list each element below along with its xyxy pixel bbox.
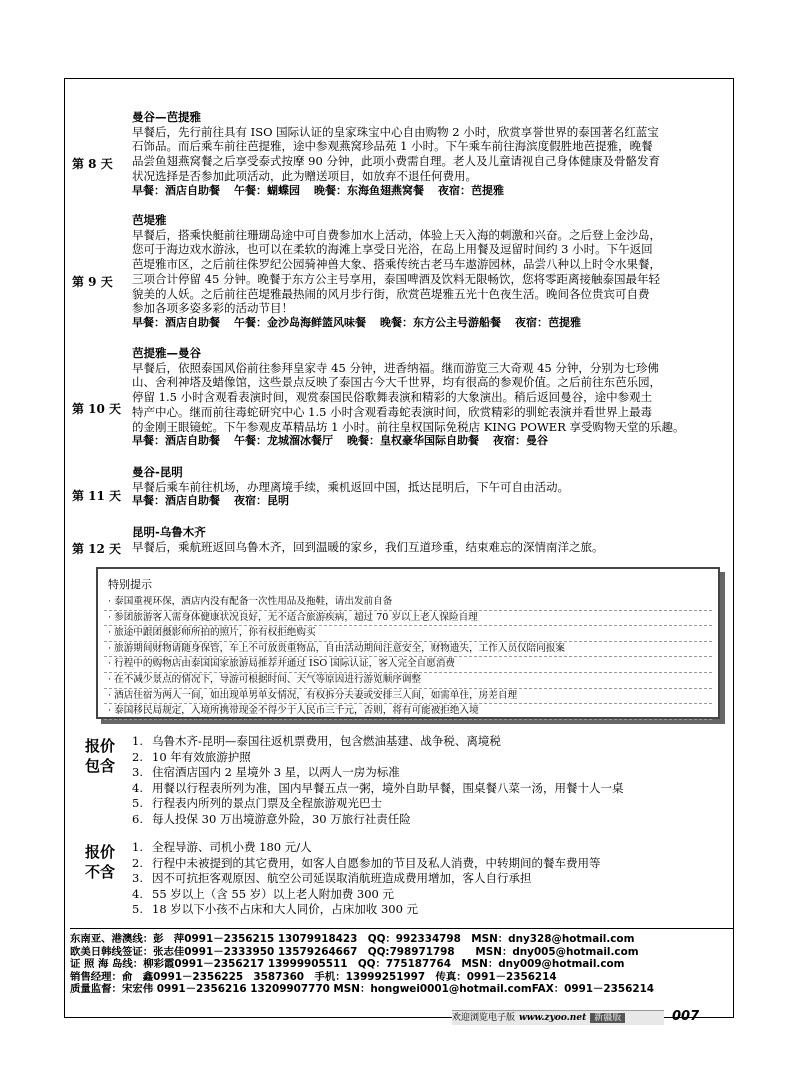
day-line: 参加各项多姿多彩的活动节目！ bbox=[132, 301, 293, 316]
day-line: 您可于海边戏水游泳，也可以在柔软的海滩上享受日光浴，在岛上用餐及逗留时间约 3 小时。下午返回 bbox=[132, 242, 653, 257]
included-item: 4. 用餐以行程表所列为准，国内早餐五点一粥，境外自助早餐，围桌餐八菜一汤，用餐十人一桌 bbox=[132, 780, 624, 795]
day-line: 品尝鱼翅燕窝餐之后享受泰式按摩 90 分钟，此项小费需自理。老人及儿童请视自己身体健康及骨骼发育 bbox=[132, 154, 660, 169]
meal-breakfast: 早餐：酒店自助餐 bbox=[132, 183, 220, 197]
day-label: 第 12 天 bbox=[72, 542, 122, 556]
meal-stay: 夜宿：曼谷 bbox=[493, 434, 548, 448]
day-body bbox=[132, 110, 730, 198]
included-item: 1. 乌鲁木齐-昆明—泰国往返机票费用，包含燃油基建、战争税、离境税 bbox=[132, 734, 501, 748]
notice-item: · 泰国移民局规定，入境所携带现金不得少于人民币三千元，否则，将有可能被拒绝入境 bbox=[104, 704, 712, 720]
day-title: 芭堤雅 bbox=[132, 213, 167, 227]
excluded-heading-line2: 不含 bbox=[84, 863, 115, 881]
day-line: 早餐后，搭乘快艇前往珊瑚岛途中可自费参加水上活动，体验上天入海的刺激和兴奋。之后登上金沙岛， bbox=[132, 227, 661, 242]
meal-lunch: 午餐：蝴蝶园 bbox=[234, 183, 300, 197]
day-title: 曼谷-昆明 bbox=[132, 465, 183, 479]
day-line: 早餐后，先行前往具有 ISO 国际认证的皇家珠宝中心自由购物 2 小时，欣赏享誉世界的泰国著名红蓝宝 bbox=[132, 124, 659, 139]
notice-item: · 参团旅游客人需身体健康状况良好，无不适合旅游疾病，超过 70 岁以上老人保险自理 bbox=[104, 611, 712, 627]
footer-site-link[interactable]: www.zyoo.net bbox=[519, 1013, 587, 1023]
day-meals bbox=[132, 434, 730, 449]
contact-line-sales-manager: 销售经理：俞 鑫0991－2356225 3587360 手机：13999251997 传真：0991－2356214 bbox=[70, 970, 557, 983]
excluded-heading bbox=[80, 842, 120, 882]
notice-item: · 酒店住宿为两人一间，如出现单男单女情况，有权拆分夫妻或安排三人间，如需单住，房差自理 bbox=[104, 689, 712, 705]
included-item: 6. 每人投保 30 万出境游意外险，30 万旅行社责任险 bbox=[132, 811, 411, 826]
meal-breakfast: 早餐：酒店自助餐 bbox=[132, 315, 220, 329]
day-body bbox=[132, 525, 730, 554]
excluded-item: 5. 18 岁以下小孩不占床和大人同价，占床加收 300 元 bbox=[132, 902, 419, 916]
footer-edition-tag: 新疆版 bbox=[590, 1013, 625, 1023]
notice-item: · 在不减少景点的情况下，导游可根据时间、天气等原因进行游览顺序调整 bbox=[104, 673, 712, 689]
day-body bbox=[132, 465, 730, 509]
contact-line-islands: 证 照 海 岛线：柳彩霞0991－2356217 13999905511 QQ：775187764 MSN：dny009@hotmail.com bbox=[70, 958, 625, 971]
day-body bbox=[132, 346, 730, 449]
price-included-section bbox=[80, 734, 720, 830]
meal-stay: 夜宿：芭提雅 bbox=[438, 183, 504, 197]
included-heading-line2: 包含 bbox=[84, 757, 115, 775]
notice-list bbox=[98, 595, 718, 720]
meal-dinner: 晚餐：东海鱼翅燕窝餐 bbox=[314, 183, 424, 197]
day-line: 早餐后，乘航班返回乌鲁木齐，回到温暖的家乡，我们互道珍重，结束难忘的深情南洋之旅。 bbox=[132, 539, 604, 554]
day-meals bbox=[132, 184, 730, 199]
notice-item: · 行程中的购物店由泰国国家旅游局推荐并通过 ISO 国际认证，客人完全自愿消费 bbox=[104, 657, 712, 673]
included-item: 2. 10 年有效旅游护照 bbox=[132, 749, 251, 764]
day-label: 第 11 天 bbox=[72, 489, 122, 503]
day-line: 停留 1.5 小时含观看表演时间，观赏泰国民俗歌舞表演和精彩的大象演出。稍后返回曼谷，途中参观土 bbox=[132, 390, 653, 405]
footer-bar bbox=[452, 1010, 664, 1025]
day-line: 状况选择是否参加此项活动，此为赠送项目，如放弃不退任何费用。 bbox=[132, 168, 477, 183]
included-item: 3. 住宿酒店国内 2 星境外 3 星，以两人一房为标准 bbox=[132, 765, 400, 779]
notice-heading: 特别提示 bbox=[108, 578, 152, 591]
notice-item: · 旅途中跟团摄影师所拍的照片，你有权拒绝购买 bbox=[104, 626, 712, 642]
day-meals bbox=[132, 494, 730, 509]
excluded-heading-line1: 报价 bbox=[84, 843, 115, 861]
day-line: 三项合计停留 45 分钟。晚餐于东方公主号享用，泰国啤酒及饮料无限畅饮，您将零距离接触泰国最年轻 bbox=[132, 271, 660, 286]
meal-breakfast: 早餐：酒店自助餐 bbox=[132, 434, 220, 448]
excluded-item: 2. 行程中未被提到的其它费用，如客人自愿参加的节目及私人消费，中转期间的餐车费用等 bbox=[132, 855, 601, 870]
day-line: 早餐后，依照泰国风俗前往参拜皇家寺 45 分钟，进香纳福。继而游览三大奇观 45 分钟，分别为七珍佛 bbox=[132, 360, 659, 375]
included-heading bbox=[80, 736, 120, 776]
meal-dinner: 晚餐：东方公主号游船餐 bbox=[380, 315, 501, 329]
excluded-item: 4. 55 岁以上（含 55 岁）以上老人附加费 300 元 bbox=[132, 886, 394, 901]
day-line: 早餐后乘车前往机场，办理离境手续，乘机返回中国，抵达昆明后，下午可自由活动。 bbox=[132, 479, 569, 494]
meal-breakfast: 早餐：酒店自助餐 bbox=[132, 494, 220, 508]
meal-lunch: 午餐：龙城溜冰餐厅 bbox=[234, 434, 333, 448]
day-title: 昆明-乌鲁木齐 bbox=[132, 525, 206, 539]
day-line: 山、舍利神塔及蜡像馆，这些景点反映了泰国古今大千世界，均有很高的参观价值。之后前往东芭乐园， bbox=[132, 375, 661, 390]
contact-info bbox=[70, 928, 734, 996]
excluded-list bbox=[132, 840, 601, 918]
contact-line-euro-visa: 欧美日韩线签证：张志佳0991－2333950 13579264667 QQ:798971798 MSN：dny005@hotmail.com bbox=[70, 945, 639, 958]
day-title: 曼谷—芭提雅 bbox=[132, 110, 201, 124]
day-title: 芭提雅—曼谷 bbox=[132, 346, 201, 360]
notice-item: · 旅游期间财物请随身保管，车上不可放贵重物品，自由活动期间注意安全，财物遗失，工作人员仅陪同报案 bbox=[104, 642, 712, 658]
special-notice-box bbox=[96, 567, 720, 719]
included-list bbox=[132, 734, 624, 827]
day-line: 的金刚王眼镜蛇。下午参观皮革精品坊 1 小时。前往皇权国际免税店 KING POWER 享受购物天堂的乐趣。 bbox=[132, 419, 685, 434]
footer-welcome: 欢迎浏览电子版 bbox=[452, 1013, 516, 1023]
excluded-item: 3. 因不可抗拒客观原因、航空公司延误取消航班造成费用增加，客人自行承担 bbox=[132, 871, 532, 885]
day-label: 第 10 天 bbox=[72, 402, 122, 416]
included-heading-line1: 报价 bbox=[84, 737, 115, 755]
day-meals bbox=[132, 316, 730, 331]
day-line: 貌美的人妖。之后前往芭堤雅最热闹的风月步行街，欣赏芭堤雅五光十色夜生活。晚间各位贵宾可自费 bbox=[132, 286, 650, 301]
day-line: 芭堤雅市区，之后前往侏罗纪公园骑神兽大象、搭乘传统古老马车遨游园林，品尝八种以上时令水果餐， bbox=[132, 257, 661, 272]
day-body bbox=[132, 213, 730, 331]
meal-dinner: 晚餐：皇权豪华国际自助餐 bbox=[347, 434, 479, 448]
meal-stay: 夜宿：芭提雅 bbox=[515, 315, 581, 329]
meal-stay: 夜宿：昆明 bbox=[234, 494, 289, 508]
meal-lunch: 午餐：金沙岛海鲜篮风味餐 bbox=[234, 315, 366, 329]
excluded-item: 1. 全程导游、司机小费 180 元/人 bbox=[132, 840, 312, 854]
price-excluded-section bbox=[80, 840, 720, 922]
day-label: 第 8 天 bbox=[72, 157, 113, 171]
day-line: 石饰品。而后乘车前往芭提雅，途中参观燕窝珍品苑 1 小时。下午乘车前往海滨度假胜地芭提雅，晚餐 bbox=[132, 139, 653, 154]
contact-line-quality: 质量监督：宋宏伟 0991－2356216 13209907770 MSN：hongwei0001@hotmail.comFAX：0991－2356214 bbox=[70, 983, 655, 996]
included-item: 5. 行程表内所列的景点门票及全程旅游观光巴士 bbox=[132, 796, 382, 810]
day-label: 第 9 天 bbox=[72, 275, 113, 289]
notice-item: · 泰国重视环保，酒店内没有配备一次性用品及拖鞋，请出发前自备 bbox=[104, 595, 712, 611]
contact-line-southeast-asia: 东南亚、港澳线：彭 萍0991－2356215 13079918423 QQ：992334798 MSN：dny328@hotmail.com bbox=[70, 933, 635, 945]
page-number: 007 bbox=[672, 1009, 700, 1024]
day-line: 特产中心。继而前往毒蛇研究中心 1.5 小时含观看毒蛇表演时间，欣赏精彩的驯蛇表演并看世界上最毒 bbox=[132, 404, 653, 419]
